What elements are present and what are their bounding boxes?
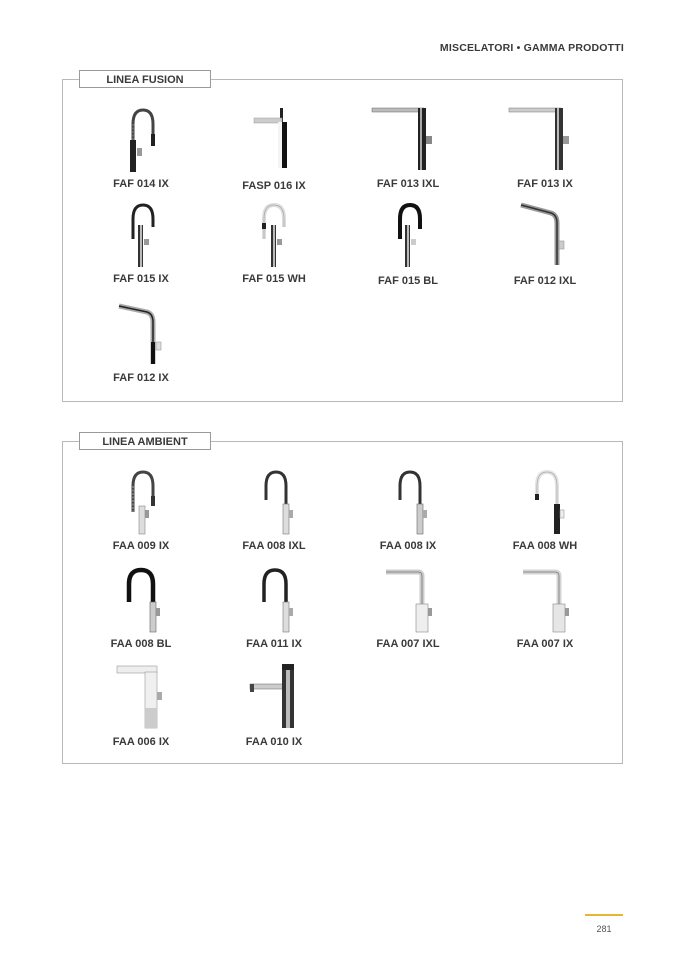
product-code: FAF 015 BL [378,275,438,287]
product-code: FAA 007 IXL [376,638,440,650]
product-code: FAA 007 IX [516,638,574,650]
product-card[interactable] [209,564,339,660]
product-code: FAA 009 IX [112,540,170,552]
product-card[interactable] [76,564,206,660]
gooseneck-faucet-icon [209,564,339,636]
gooseneck-faucet-icon [480,466,610,538]
product-code: FAF 015 WH [242,273,306,285]
product-card[interactable] [343,466,473,562]
page-header-title: MISCELATORI • GAMMA PRODOTTI [439,42,624,54]
gooseneck-faucet-icon [76,199,206,271]
section-label: LINEA FUSION [79,70,211,88]
product-card[interactable] [76,298,206,394]
gooseneck-faucet-icon [209,466,339,538]
product-code: FAA 010 IX [245,736,303,748]
section-linea-ambient [62,436,623,764]
bar-spout-faucet-icon [209,662,339,734]
pullout-faucet-icon [480,199,610,271]
square-spout-faucet-icon [480,564,610,636]
section-linea-fusion [62,74,623,402]
product-card[interactable] [209,662,339,758]
gooseneck-faucet-icon [343,466,473,538]
tall-faucet-icon [480,104,610,176]
product-code: FAA 008 IX [379,540,437,552]
tall-faucet-icon [343,104,473,176]
product-code: FAF 012 IXL [513,275,577,287]
product-card[interactable] [480,466,610,562]
product-card[interactable] [76,466,206,562]
product-card[interactable] [343,104,473,200]
product-code: FAA 006 IX [112,736,170,748]
product-card[interactable] [76,662,206,758]
pullout-faucet-icon [76,298,206,370]
product-card[interactable] [76,104,206,200]
pullout-faucet-icon [76,662,206,734]
section-label: LINEA AMBIENT [79,432,211,450]
gooseneck-faucet-icon [209,199,339,271]
product-card[interactable] [480,199,610,295]
product-card[interactable] [343,199,473,295]
product-card[interactable] [209,466,339,562]
wall-mixer-icon [209,104,339,176]
product-card[interactable] [480,104,610,200]
product-code: FAF 012 IX [113,372,169,384]
square-spout-faucet-icon [343,564,473,636]
gooseneck-faucet-icon [76,564,206,636]
product-card[interactable] [209,199,339,295]
product-code: FASP 016 IX [242,180,306,192]
product-code: FAF 013 IX [517,178,573,190]
product-code: FAA 008 BL [110,638,172,650]
product-code: FAA 008 WH [512,540,578,552]
product-code: FAF 015 IX [113,273,169,285]
product-code: FAF 013 IXL [376,178,440,190]
gooseneck-faucet-icon [343,199,473,271]
spring-faucet-icon [76,466,206,538]
product-code: FAA 011 IX [246,638,302,650]
product-code: FAF 014 IX [113,178,169,190]
page-number: 281 [596,924,612,934]
product-code: FAA 008 IXL [242,540,306,552]
product-card[interactable] [209,104,339,200]
product-card[interactable] [480,564,610,660]
spring-faucet-icon [76,104,206,176]
product-card[interactable] [76,199,206,295]
product-card[interactable] [343,564,473,660]
footer-accent-line [585,914,623,916]
